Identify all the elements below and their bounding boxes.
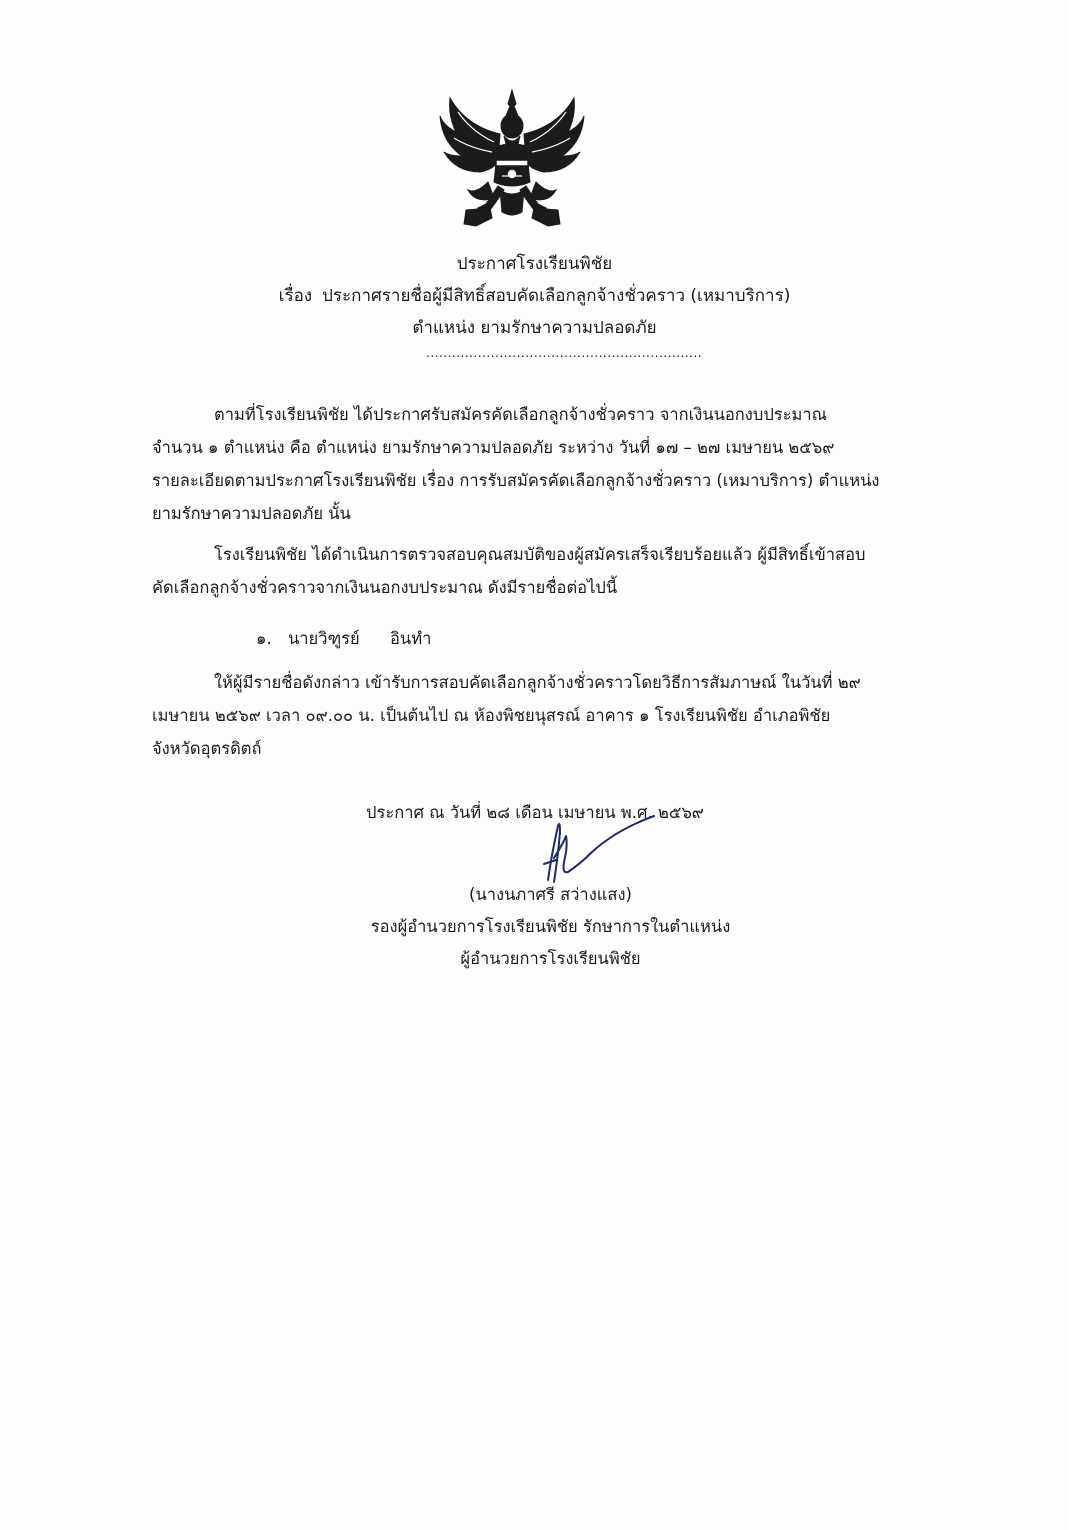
announcement-subject-line xyxy=(0,280,1069,312)
paragraph-line: จังหวัดอุตรดิตถ์ xyxy=(152,739,262,758)
paragraph-line: รายละเอียดตามประกาศโรงเรียนพิชัย เรื่อง การรับสมัครคัดเลือกลูกจ้างชั่วคราว (เหมาบริการ) ตำแหน่ง xyxy=(152,471,880,490)
signer-name: (นางนภาศรี สว่างแสง) xyxy=(469,885,632,904)
candidate-first-name: นายวิฑูรย์ xyxy=(288,629,360,648)
paragraph-line: เมษายน ๒๕๖๙ เวลา ๐๙.๐๐ น. เป็นต้นไป ณ ห้องพิชยนุสรณ์ อาคาร ๑ โรงเรียนพิชัย อำเภอพิชัย xyxy=(152,706,831,725)
paragraph-line: ยามรักษาความปลอดภัย นั้น xyxy=(152,504,351,523)
candidate-number: ๑. xyxy=(256,629,272,648)
paragraph-interview xyxy=(152,666,892,765)
candidate-last-name: อินทำ xyxy=(390,629,432,648)
dotted-divider: ................................................................ xyxy=(426,346,703,360)
announcement-position xyxy=(0,312,1069,344)
paragraph-line: ให้ผู้มีรายชื่อดังกล่าว เข้ารับการสอบคัดเลือกลูกจ้างชั่วคราวโดยวิธีการสัมภาษณ์ ในวันที่ ๒๙ xyxy=(214,673,861,692)
candidate-list-item xyxy=(256,622,431,655)
paragraph-line: โรงเรียนพิชัย ได้ดำเนินการตรวจสอบคุณสมบัติของผู้สมัครเสร็จเรียบร้อยแล้ว ผู้มีสิทธิ์เข้าสอบ xyxy=(214,545,866,564)
subject-text: ประกาศรายชื่อผู้มีสิทธิ์สอบคัดเลือกลูกจ้างชั่วคราว (เหมาบริการ) xyxy=(322,286,791,306)
position-title: ตำแหน่ง ยามรักษาความปลอดภัย xyxy=(412,318,657,338)
signer-title-line-1: รองผู้อำนวยการโรงเรียนพิชัย รักษาการในตำแหน่ง xyxy=(370,917,731,936)
garuda-emblem-icon xyxy=(436,86,588,231)
organization-title: ประกาศโรงเรียนพิชัย xyxy=(456,254,613,274)
paragraph-line: คัดเลือกลูกจ้างชั่วคราวจากเงินนอกงบประมาณ ดังมีรายชื่อต่อไปนี้ xyxy=(152,578,618,597)
subject-label: เรื่อง xyxy=(278,286,313,306)
paragraph-application xyxy=(152,398,892,530)
paragraph-line: ตามที่โรงเรียนพิชัย ได้ประกาศรับสมัครคัดเลือกลูกจ้างชั่วคราว จากเงินนอกงบประมาณ xyxy=(214,405,827,424)
announcement-organization xyxy=(0,248,1069,280)
signer-title-line-2: ผู้อำนวยการโรงเรียนพิชัย xyxy=(460,949,641,968)
announcement-date: ประกาศ ณ วันที่ ๒๘ เดือน เมษายน พ.ศ. ๒๕๖๙ xyxy=(366,803,704,822)
paragraph-qualification xyxy=(152,538,892,604)
paragraph-line: จำนวน ๑ ตำแหน่ง คือ ตำแหน่ง ยามรักษาความปลอดภัย ระหว่าง วันที่ ๑๗ – ๒๗ เมษายน ๒๕๖๙ xyxy=(152,438,835,457)
